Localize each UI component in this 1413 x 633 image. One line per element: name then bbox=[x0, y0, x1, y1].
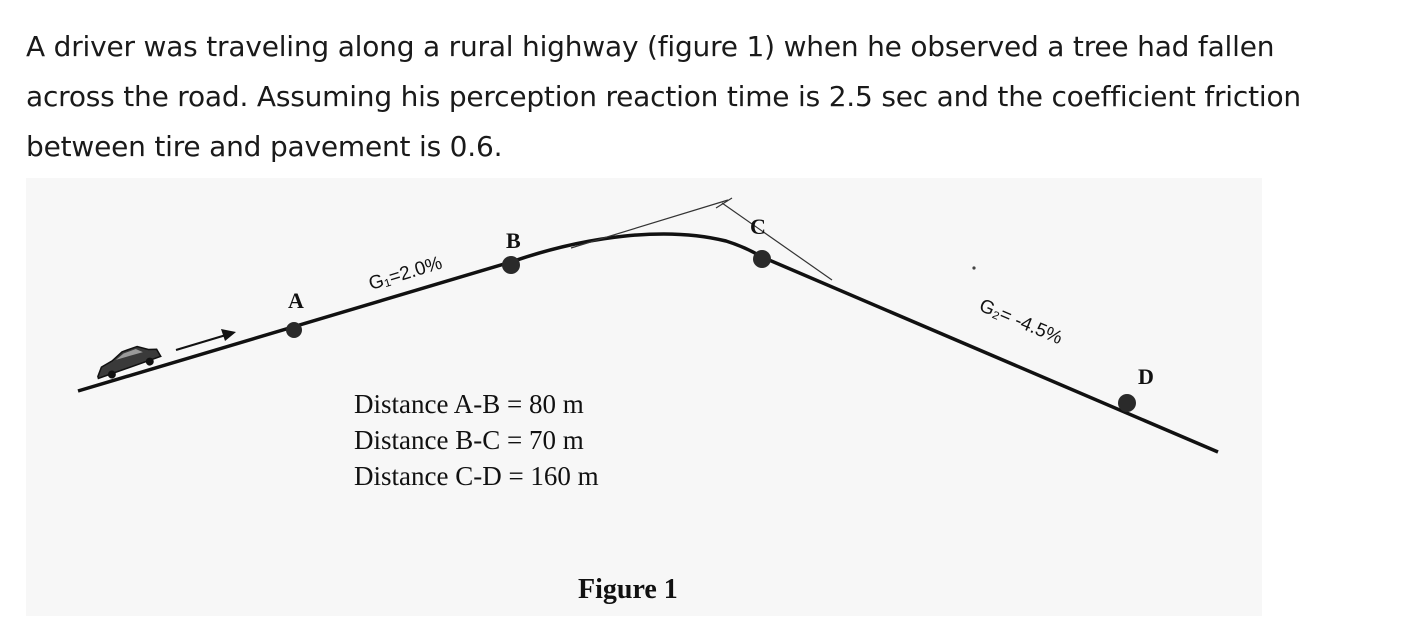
figure-1 bbox=[26, 178, 1262, 616]
road-profile-diagram bbox=[26, 178, 1262, 616]
scan-dot bbox=[972, 266, 975, 269]
grade-g2-label: G₂= -4.5% bbox=[976, 295, 1066, 350]
figure-background bbox=[26, 178, 1262, 616]
point-a-marker bbox=[286, 322, 302, 338]
point-d-label: D bbox=[1138, 364, 1154, 389]
question-text: A driver was traveling along a rural highway (figure 1) when he observed a tree had fallen across the road. Assuming his perception reaction time is 2.5 sec and the coefficient friction between tire and pavement is 0.6. bbox=[26, 30, 1301, 163]
point-c-marker bbox=[753, 250, 771, 268]
distance-ab: Distance A-B = 80 m bbox=[354, 389, 584, 419]
grade-g1-label: G₁=2.0% bbox=[366, 252, 445, 295]
point-c-label: C bbox=[750, 214, 766, 239]
distance-bc: Distance B-C = 70 m bbox=[354, 425, 584, 455]
point-a-label: A bbox=[288, 288, 304, 313]
point-b-marker bbox=[502, 256, 520, 274]
point-b-label: B bbox=[506, 228, 521, 253]
distance-cd: Distance C-D = 160 m bbox=[354, 461, 599, 491]
point-d-marker bbox=[1118, 394, 1136, 412]
figure-caption: Figure 1 bbox=[578, 574, 678, 605]
